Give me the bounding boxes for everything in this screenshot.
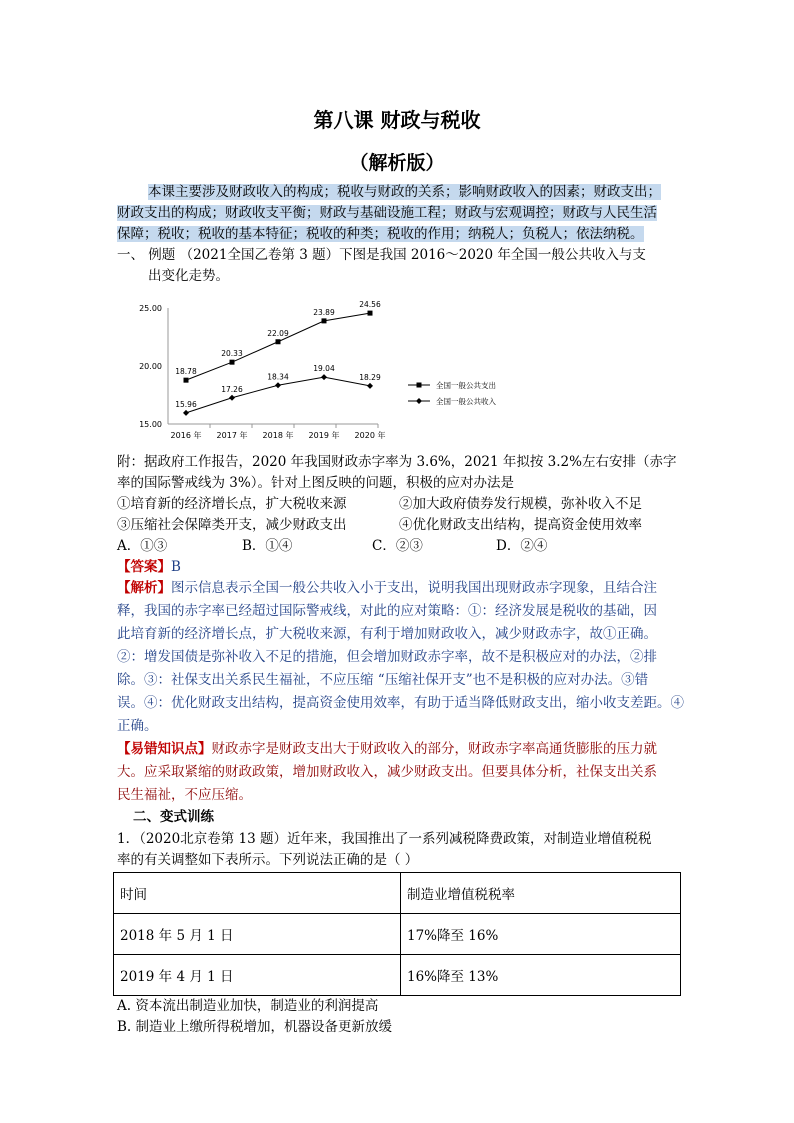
analysis-line-2: 释，我国的赤字率已经超过国际警戒线，对此的应对策略：①：经济发展是税收的基础，因 <box>117 603 657 619</box>
question-1-line-1: 1．（2020北京卷第 13 题）近年来，我国推出了一系列减税降费政策，对制造业增值税税 <box>117 831 652 847</box>
legend-marker <box>416 398 422 404</box>
data-point <box>367 383 373 389</box>
choice-a: A．①③ <box>117 538 168 554</box>
example-heading-cont: 出变化走势。 <box>148 268 229 284</box>
x-tick-label: 2016 年 <box>170 431 202 440</box>
x-tick-label: 2018 年 <box>262 431 294 440</box>
y-tick-label: 15.00 <box>139 420 162 429</box>
analysis-line-3: 此培育新的经济增长点，扩大税收来源，有利于增加财政收入，减少财政赤字，故①正确。 <box>117 626 657 642</box>
choice-b: B．①④ <box>242 538 293 554</box>
legend-marker <box>417 383 422 388</box>
question-1-option-b: B. 制造业上缴所得税增加，机器设备更新放缓 <box>117 1019 393 1035</box>
analysis-line-4: ②：增发国债是弥补收入不足的措施，但会增加财政赤字率，故不是积极应对的办法，②排 <box>117 649 657 665</box>
x-tick-label: 2017 年 <box>216 431 248 440</box>
data-point <box>276 339 281 344</box>
data-point <box>184 378 189 383</box>
legend-label: 全国一般公共支出 <box>436 381 496 390</box>
choice-d: D．②④ <box>496 538 548 554</box>
tax-rate-table <box>113 872 681 996</box>
mistake-line-3: 民生福祉，不应压缩。 <box>117 787 252 803</box>
analysis-line-6: 误。④：优化财政支出结构，提高资金使用效率，有助于适当降低财政支出，缩小收支差距。④ <box>117 695 684 711</box>
series-line <box>186 313 370 380</box>
table-cell: 16%降至 13% <box>401 955 681 996</box>
data-label: 17.26 <box>221 384 243 394</box>
option-3: ③压缩社会保障类开支，减少财政支出 <box>117 517 347 533</box>
table-header-time: 时间 <box>114 873 401 914</box>
table-header-rate: 制造业增值税税率 <box>401 873 681 914</box>
option-4: ④优化财政支出结构，提高资金使用效率 <box>399 517 642 533</box>
x-tick-label: 2020 年 <box>354 431 386 440</box>
question-1-line-2: 率的有关调整如下表所示。下列说法正确的是（ ） <box>117 852 419 868</box>
example-heading: 一、 例题 （2021全国乙卷第 3 题）下图是我国 2016～2020 年全国一般公共收入与支 <box>117 247 646 263</box>
data-point <box>321 374 327 380</box>
analysis-line-7: 正确。 <box>117 718 158 734</box>
table-cell: 17%降至 16% <box>401 914 681 955</box>
table-cell: 2019 年 4 月 1 日 <box>114 955 401 996</box>
data-label: 20.33 <box>221 349 243 359</box>
x-tick-label: 2019 年 <box>308 431 340 440</box>
y-tick-label: 25.00 <box>139 304 162 313</box>
analysis-line-1: 【解析】图示信息表示全国一般公共收入小于支出，说明我国出现财政赤字现象，且结合注 <box>117 580 657 596</box>
data-point <box>229 395 235 401</box>
note-line-2: 率的国际警戒线为 3%）。针对上图反映的问题，积极的应对办法是 <box>117 475 514 491</box>
answer-label: 【答案】 <box>117 559 171 575</box>
data-point <box>230 360 235 365</box>
revenue-expenditure-chart <box>118 296 538 446</box>
data-point <box>275 382 281 388</box>
data-label: 18.34 <box>267 372 289 382</box>
data-label: 18.29 <box>359 372 381 382</box>
option-1: ①培育新的经济增长点，扩大税收来源 <box>117 496 347 512</box>
data-point <box>183 410 189 416</box>
table-row <box>114 873 681 914</box>
mistake-line-1: 【易错知识点】财政赤字是财政支出大于财政收入的部分，财政赤字率高通货膨胀的压力就 <box>117 741 657 757</box>
data-label: 23.89 <box>313 307 335 317</box>
answer-value: B <box>171 559 181 575</box>
lesson-subtitle: （解析版） <box>349 152 445 174</box>
section-2-heading: 二、变式训练 <box>133 809 214 825</box>
lesson-title: 第八课 财政与税收 <box>313 108 481 132</box>
choice-c: C．②③ <box>372 538 423 554</box>
table-row <box>114 914 681 955</box>
data-point <box>368 311 373 316</box>
option-2: ②加大政府债券发行规模，弥补收入不足 <box>399 496 642 512</box>
data-label: 22.09 <box>267 328 289 338</box>
question-1-option-a: A. 资本流出制造业加快，制造业的利润提高 <box>117 998 379 1014</box>
intro-line-1: 本课主要涉及财政收入的构成；税收与财政的关系；影响财政收入的因素；财政支出； <box>148 184 661 200</box>
answer-line <box>117 557 181 577</box>
legend-label: 全国一般公共收入 <box>436 397 496 406</box>
data-label: 19.04 <box>313 364 335 374</box>
data-point <box>322 318 327 323</box>
intro-line-3: 保障；税收；税收的基本特征；税收的种类；税收的作用；纳税人；负税人；依法纳税。 <box>117 226 644 242</box>
data-label: 24.56 <box>359 300 381 310</box>
note-line-1: 附：据政府工作报告，2020 年我国财政赤字率为 3.6%，2021 年拟按 3.2%左右安排（赤字 <box>117 454 677 470</box>
analysis-line-5: 除。③：社保支出关系民生福祉，不应压缩 “压缩社保开支”也不是积极的应对办法。③错 <box>117 672 649 688</box>
data-label: 15.96 <box>175 399 197 409</box>
mistake-line-2: 大。应采取紧缩的财政政策，增加财政收入，减少财政支出。但要具体分析，社保支出关系 <box>117 764 657 780</box>
data-label: 18.78 <box>175 367 197 377</box>
y-tick-label: 20.00 <box>139 362 162 371</box>
table-row <box>114 955 681 996</box>
intro-line-2: 财政支出的构成；财政收支平衡；财政与基础设施工程；财政与宏观调控；财政与人民生活 <box>117 205 657 221</box>
table-cell: 2018 年 5 月 1 日 <box>114 914 401 955</box>
